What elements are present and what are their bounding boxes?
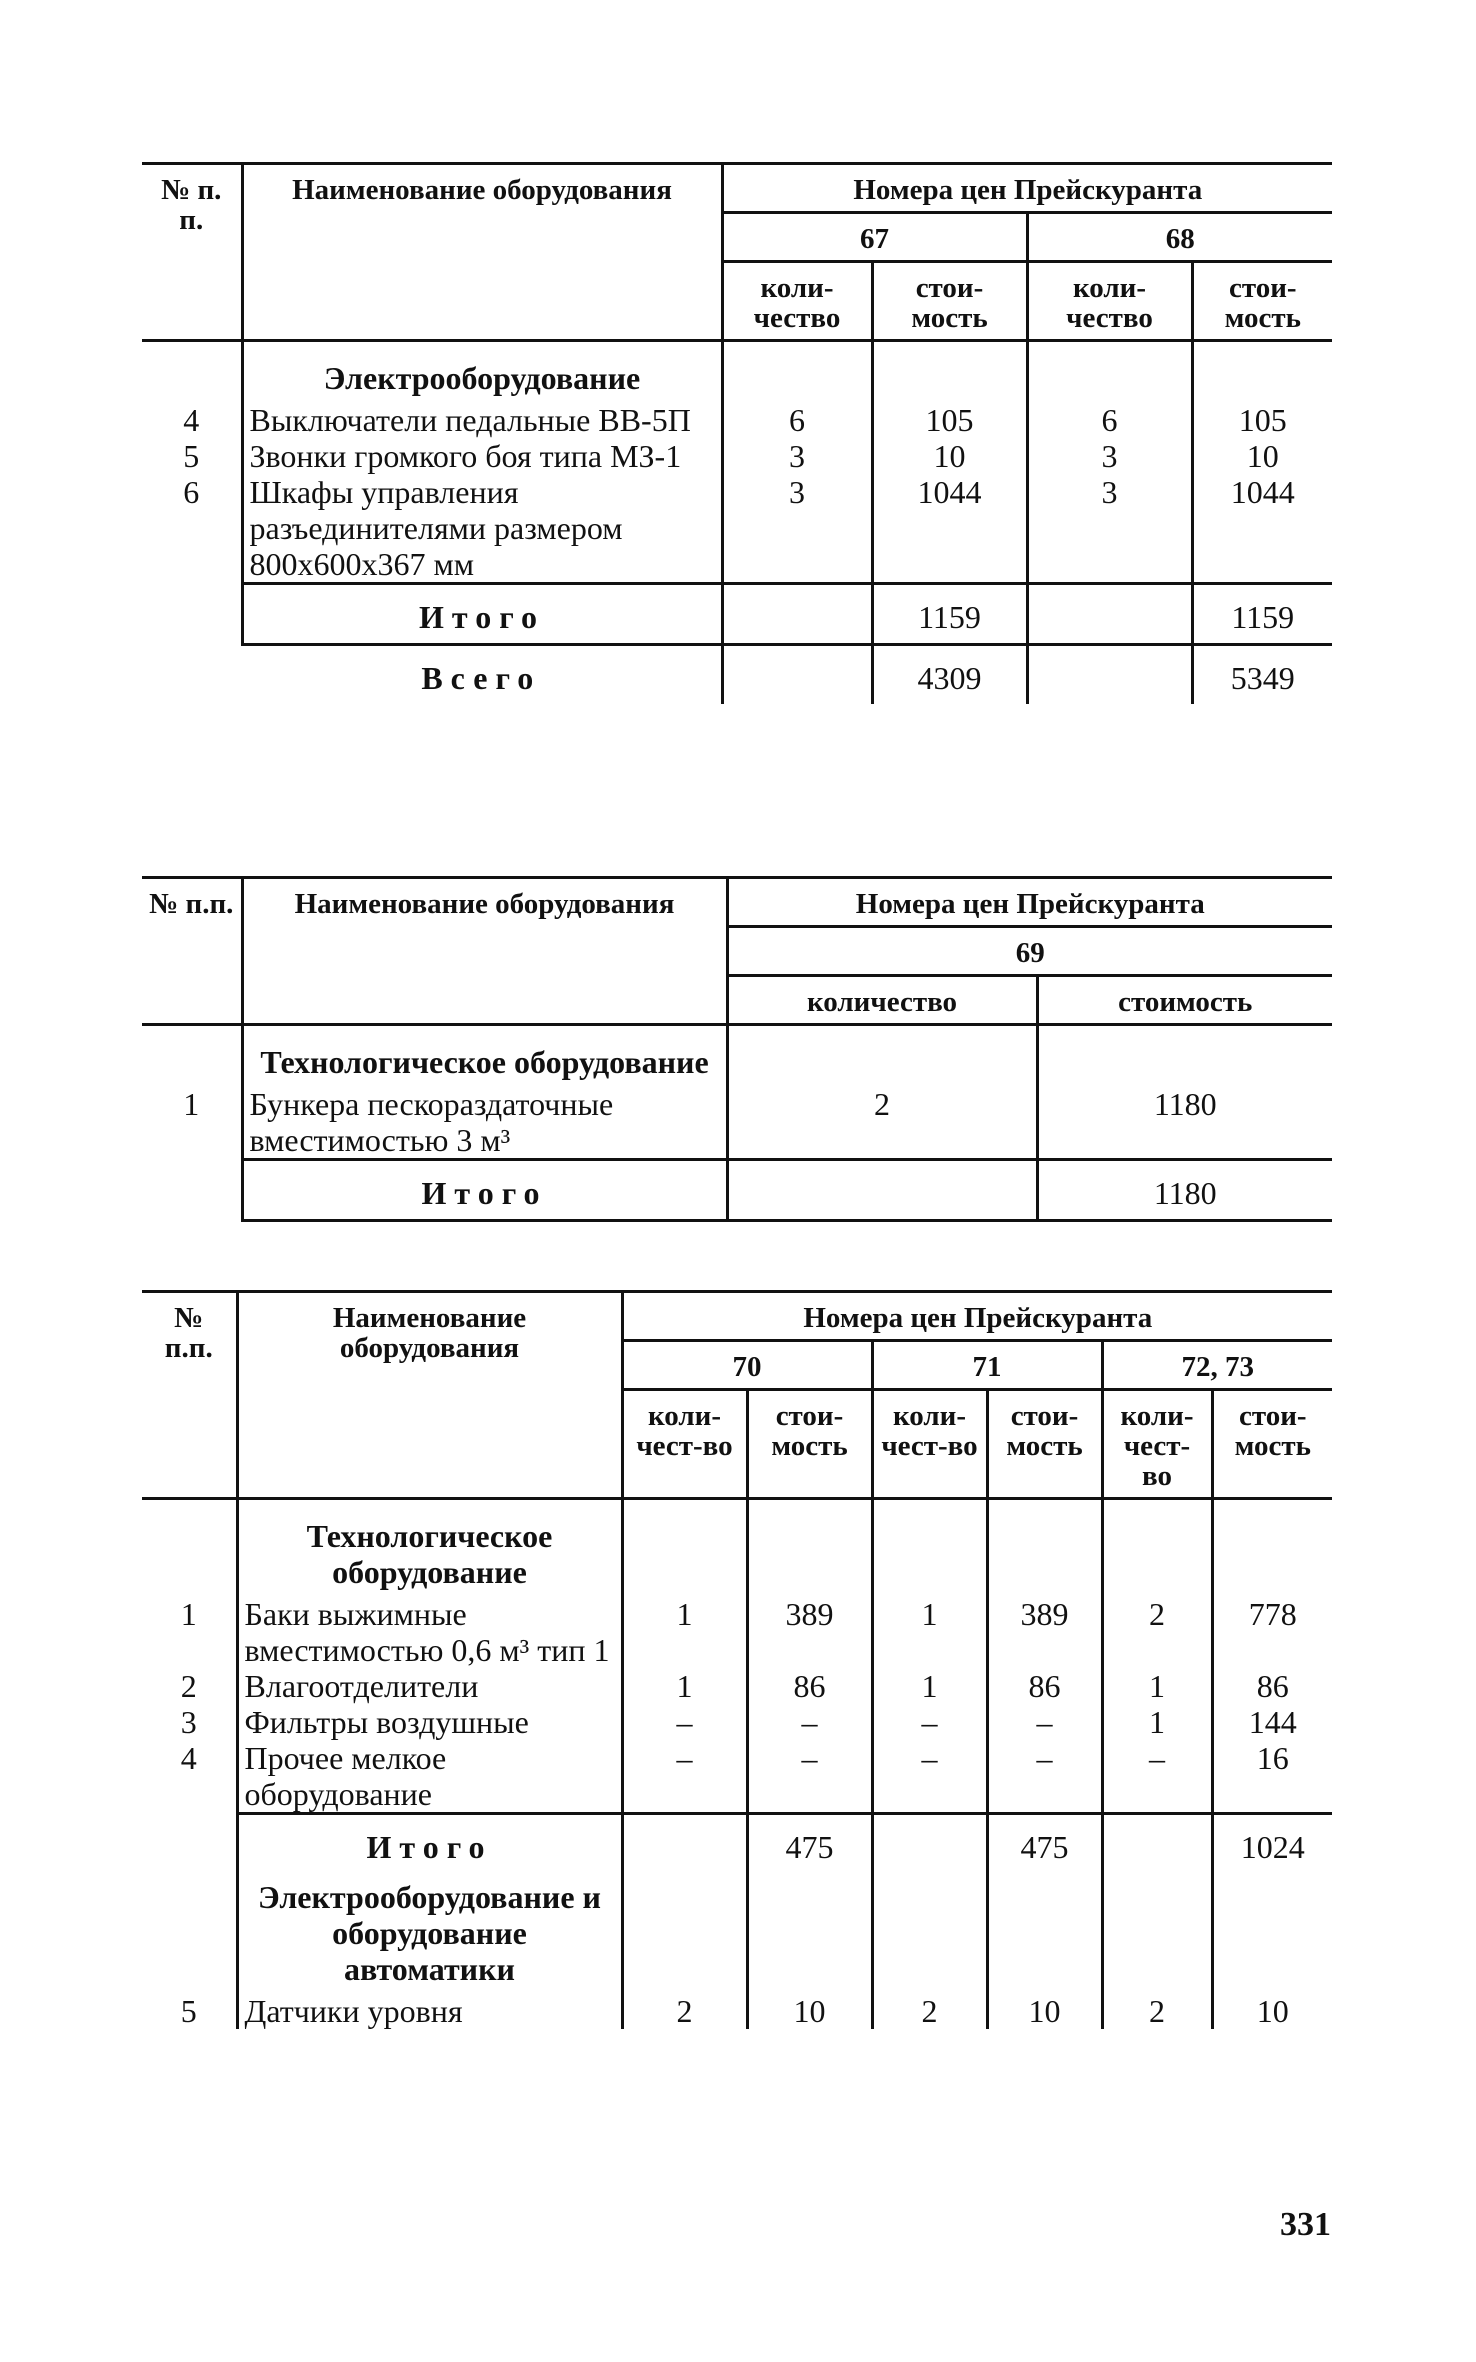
- qty-cell: 3: [1027, 438, 1192, 474]
- price-table-70-73: [142, 1290, 1332, 2029]
- cost-cell: 10: [872, 438, 1027, 474]
- cost-cell: 778: [1248, 1596, 1297, 1632]
- table-row: [142, 474, 1332, 584]
- col-69-header: 69: [727, 927, 1332, 976]
- grand-total-cost: 5349: [1192, 645, 1332, 705]
- qty-cell: 1: [622, 1668, 747, 1704]
- cost-header: стои-мость: [987, 1390, 1102, 1499]
- table-row: [142, 1704, 1332, 1740]
- cost-cell: 1044: [872, 474, 1027, 584]
- row-number: 5: [142, 1993, 237, 2029]
- table-row: [142, 1740, 1332, 1814]
- cost-cell: 105: [1238, 402, 1287, 438]
- cost-cell: 144: [1248, 1704, 1297, 1740]
- qty-cell: 2: [1102, 1596, 1212, 1668]
- cost-header: стои-мость: [872, 262, 1027, 341]
- total-cost: 1024: [1212, 1814, 1332, 1874]
- equipment-name: Датчики уровня: [237, 1993, 622, 2029]
- col-no-header: № п.п.: [142, 878, 242, 1025]
- cost-cell: –: [987, 1740, 1102, 1814]
- price-numbers-header: Номера цен Прейскуранта: [722, 164, 1332, 213]
- qty-cell: 6: [1027, 402, 1192, 438]
- table-row: [142, 1596, 1332, 1668]
- table-row: [142, 438, 1332, 474]
- cost-cell: 10: [987, 1993, 1102, 2029]
- table-row: [142, 1086, 1332, 1160]
- qty-cell: –: [622, 1740, 747, 1814]
- itogo-row: [142, 1814, 1332, 1874]
- equipment-name: Прочее мелкое оборудование: [237, 1740, 622, 1814]
- qty-cell: –: [872, 1740, 987, 1814]
- price-table-69: [142, 876, 1332, 1222]
- qty-cell: 2: [622, 1993, 747, 2029]
- cost-cell: 16: [1256, 1740, 1289, 1776]
- vsego-label: Всего: [242, 645, 722, 705]
- qty-cell: 6: [722, 402, 872, 438]
- equipment-name: Фильтры воздушные: [237, 1704, 622, 1740]
- col-no-header: № п. п.: [142, 164, 242, 341]
- equipment-name: Выключатели педальные ВВ-5П: [242, 402, 722, 438]
- row-number: 4: [142, 1740, 237, 1814]
- itogo-label: Итого: [237, 1814, 622, 1874]
- section-title: Технологическое оборудование: [242, 1025, 727, 1087]
- grand-total-cost: 4309: [872, 645, 1027, 705]
- cost-header: стоимость: [1037, 976, 1332, 1025]
- cost-cell: 10: [747, 1993, 872, 2029]
- price-numbers-header: Номера цен Прейскуранта: [622, 1292, 1332, 1341]
- total-cost: 475: [747, 1814, 872, 1874]
- qty-cell: –: [1102, 1740, 1212, 1814]
- price-table-67-68: [142, 162, 1332, 704]
- col-71-header: 71: [872, 1341, 1102, 1390]
- cost-cell: –: [987, 1704, 1102, 1740]
- qty-cell: 3: [1027, 474, 1192, 584]
- qty-cell: 1: [1102, 1668, 1212, 1704]
- table-row: [142, 1668, 1332, 1704]
- cost-header: стои-мость: [1192, 262, 1332, 341]
- cost-cell: 389: [987, 1596, 1102, 1668]
- col-name-header: Наименование оборудования: [242, 878, 727, 1025]
- total-cost: 1159: [872, 584, 1027, 645]
- qty-header: коли-чест-во: [622, 1390, 747, 1499]
- row-number: 3: [142, 1704, 237, 1740]
- cost-cell: 105: [872, 402, 1027, 438]
- cost-cell: 10: [1256, 1993, 1289, 2029]
- row-number: 2: [142, 1668, 237, 1704]
- col-72-73-header: 72, 73: [1102, 1341, 1332, 1390]
- table-row: [142, 1993, 1332, 2029]
- qty-cell: –: [622, 1704, 747, 1740]
- itogo-row: [142, 1160, 1332, 1221]
- equipment-name: Шкафы управления разъединителями размером 800х600х367 мм: [242, 474, 722, 584]
- cost-cell: 1044: [1230, 474, 1295, 510]
- total-cost: 1180: [1037, 1160, 1332, 1221]
- cost-cell: 389: [747, 1596, 872, 1668]
- qty-cell: 3: [722, 438, 872, 474]
- qty-cell: 2: [727, 1086, 1037, 1160]
- table-row: [142, 402, 1332, 438]
- qty-cell: 1: [872, 1596, 987, 1668]
- vsego-row: [142, 645, 1332, 705]
- cost-header: стои-мость: [1212, 1390, 1332, 1499]
- equipment-name: Бункера пескораздаточные вместимостью 3 м³: [242, 1086, 727, 1160]
- qty-cell: 1: [1102, 1704, 1212, 1740]
- qty-header: коли-чест-во: [872, 1390, 987, 1499]
- row-number: 5: [142, 438, 242, 474]
- row-number: 1: [142, 1596, 237, 1668]
- cost-cell: 86: [987, 1668, 1102, 1704]
- cost-cell: –: [747, 1740, 872, 1814]
- cost-cell: 10: [1246, 438, 1279, 474]
- section-title: Электрооборудование и оборудование автоматики: [237, 1873, 622, 1993]
- cost-cell: 86: [1256, 1668, 1289, 1704]
- equipment-name: Звонки громкого боя типа МЗ-1: [242, 438, 722, 474]
- qty-cell: 3: [722, 474, 872, 584]
- col-68-header: 68: [1027, 213, 1332, 262]
- qty-cell: 1: [622, 1596, 747, 1668]
- cost-cell: 86: [747, 1668, 872, 1704]
- section-title: Технологическое оборудование: [237, 1499, 622, 1597]
- total-cost: 1159: [1192, 584, 1332, 645]
- itogo-label: Итого: [242, 584, 722, 645]
- section-title: Электрооборудование: [242, 341, 722, 403]
- cost-header: стои-мость: [747, 1390, 872, 1499]
- qty-cell: 2: [1102, 1993, 1212, 2029]
- qty-cell: –: [872, 1704, 987, 1740]
- col-name-header: Наименование оборудования: [237, 1292, 622, 1499]
- equipment-name: Баки выжимные вместимостью 0,6 м³ тип 1: [237, 1596, 622, 1668]
- row-number: 1: [142, 1086, 242, 1160]
- qty-cell: 2: [872, 1993, 987, 2029]
- price-numbers-header: Номера цен Прейскуранта: [727, 878, 1332, 927]
- col-name-header: Наименование оборудования: [242, 164, 722, 341]
- cost-cell: 1180: [1153, 1086, 1217, 1122]
- row-number: 4: [142, 402, 242, 438]
- row-number: 6: [142, 474, 242, 584]
- page-number: 331: [1280, 2206, 1331, 2243]
- col-no-header: № п.п.: [142, 1292, 237, 1499]
- qty-header: количество: [727, 976, 1037, 1025]
- qty-cell: 1: [872, 1668, 987, 1704]
- itogo-label: Итого: [242, 1160, 727, 1221]
- qty-header: коли-чество: [1027, 262, 1192, 341]
- col-70-header: 70: [622, 1341, 872, 1390]
- cost-cell: –: [747, 1704, 872, 1740]
- col-67-header: 67: [722, 213, 1027, 262]
- total-cost: 475: [987, 1814, 1102, 1874]
- equipment-name: Влагоотделители: [237, 1668, 622, 1704]
- qty-header: коли-чество: [722, 262, 872, 341]
- qty-header: коли-чест-во: [1102, 1390, 1212, 1499]
- itogo-row: [142, 584, 1332, 645]
